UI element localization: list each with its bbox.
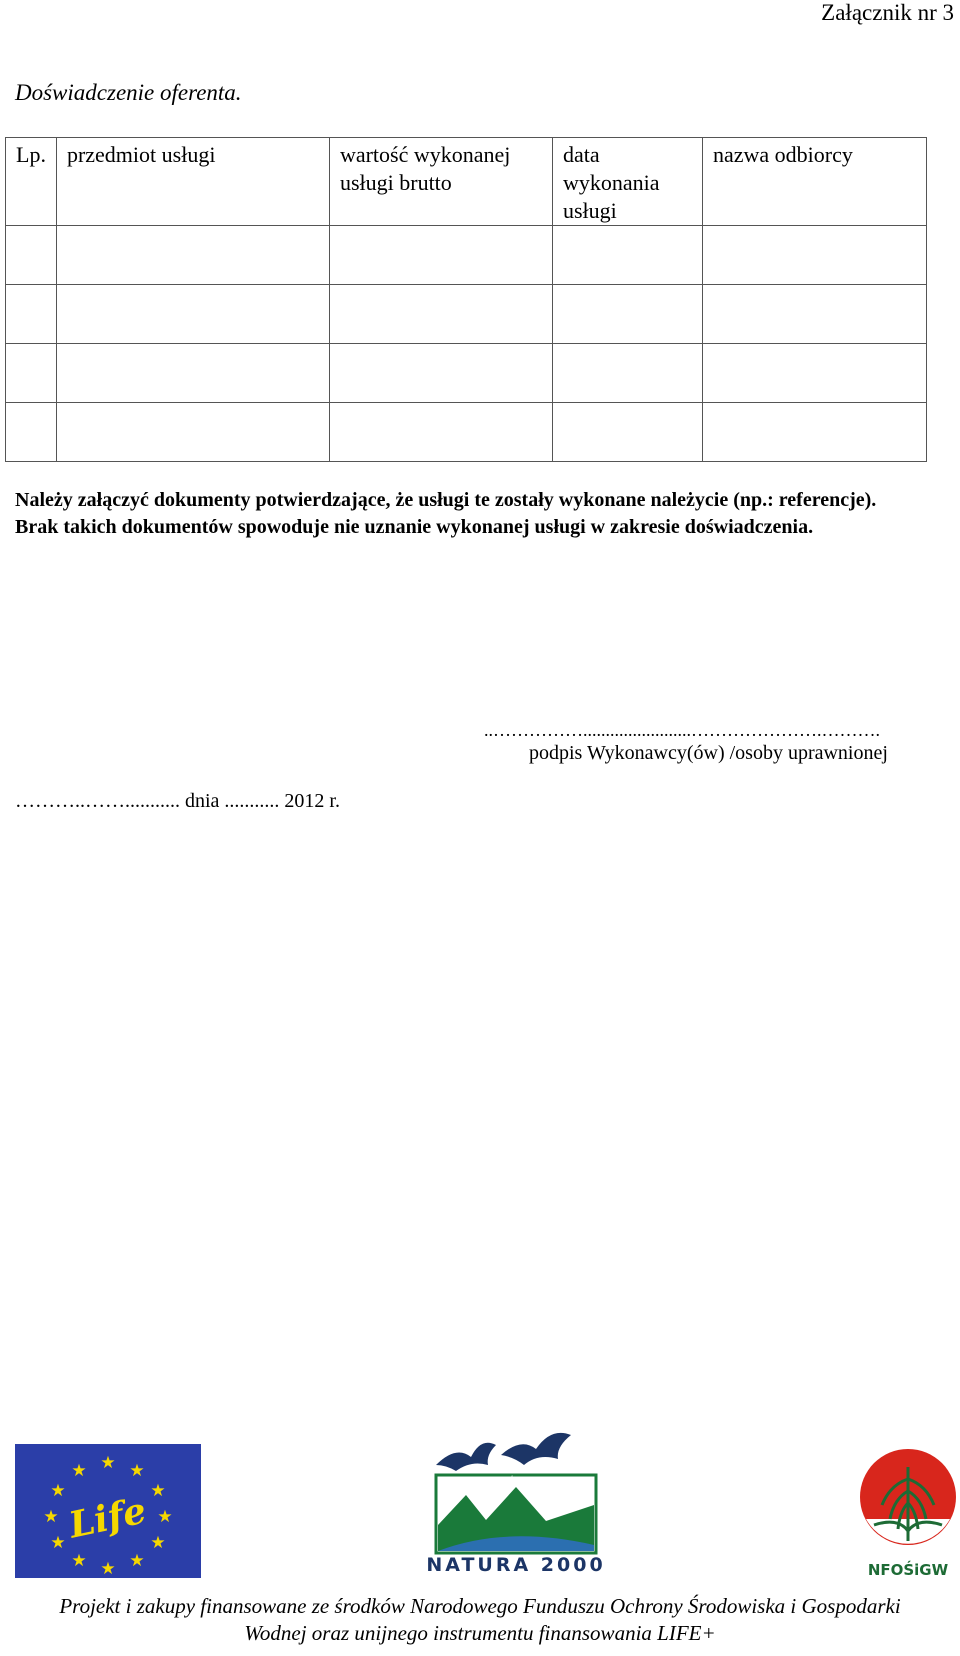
- table-row: [6, 285, 927, 344]
- table-cell: [329, 285, 552, 344]
- table-cell: [702, 403, 926, 462]
- svg-text:★: ★: [50, 1481, 66, 1501]
- header-value: wartość wykonanej usługi brutto: [329, 138, 552, 226]
- footer-line-1: Projekt i zakupy finansowane ze środków Narodowego Funduszu Ochrony Środowiska i Gospodarki: [59, 1594, 901, 1618]
- table-cell: [56, 226, 329, 285]
- svg-text:★: ★: [150, 1481, 166, 1501]
- svg-text:☆: ☆: [493, 1477, 503, 1490]
- table-cell: [552, 403, 702, 462]
- natura-logo-text: NATURA 2000: [426, 1554, 606, 1575]
- table-header-row: [6, 138, 927, 226]
- header-date: data wykonania usługi: [552, 138, 702, 226]
- note-line-2: Brak takich dokumentów spowoduje nie uznanie wykonanej usługi w zakresie doświadczenia.: [15, 516, 814, 538]
- natura-2000-logo: [426, 1425, 606, 1575]
- nfosigw-logo: [858, 1445, 958, 1580]
- svg-text:★: ★: [50, 1533, 66, 1553]
- svg-text:★: ★: [150, 1533, 166, 1553]
- table-cell: [6, 403, 57, 462]
- svg-text:★: ★: [129, 1461, 145, 1481]
- note-line-1: Należy załączyć dokumenty potwierdzające, że usługi te zostały wykonane należycie (np.: referencje).: [15, 489, 877, 511]
- svg-text:★: ★: [100, 1559, 116, 1578]
- svg-text:★: ★: [43, 1507, 59, 1527]
- table-cell: [6, 344, 57, 403]
- table-cell: [702, 285, 926, 344]
- attachment-note: [15, 487, 955, 541]
- signature-dotted-line: ..……………........................………………….……….: [484, 720, 880, 740]
- experience-table: [5, 137, 927, 462]
- svg-text:☆: ☆: [507, 1473, 517, 1486]
- svg-text:☆: ☆: [533, 1485, 543, 1498]
- date-line: ………..……........... dnia ........... 2012 r.: [15, 790, 340, 812]
- table-cell: [329, 403, 552, 462]
- table-row: [6, 403, 927, 462]
- header-recipient: nazwa odbiorcy: [702, 138, 926, 226]
- svg-text:★: ★: [129, 1551, 145, 1571]
- svg-text:★: ★: [157, 1507, 173, 1527]
- life-logo-text: Life: [65, 1489, 150, 1547]
- svg-text:★: ★: [71, 1461, 87, 1481]
- svg-text:☆: ☆: [521, 1477, 531, 1490]
- table-cell: [6, 226, 57, 285]
- header-subject: przedmiot usługi: [56, 138, 329, 226]
- table-cell: [702, 344, 926, 403]
- table-cell: [329, 344, 552, 403]
- attachment-label: Załącznik nr 3: [821, 0, 954, 25]
- table-cell: [552, 285, 702, 344]
- signature-label: podpis Wykonawcy(ów) /osoby uprawnionej: [529, 742, 888, 764]
- svg-text:☆: ☆: [481, 1485, 491, 1498]
- table-row: [6, 344, 927, 403]
- header-lp: Lp.: [6, 138, 57, 226]
- table-row: [6, 226, 927, 285]
- document-title: Doświadczenie oferenta.: [15, 80, 242, 105]
- table-cell: [329, 226, 552, 285]
- table-cell: [552, 226, 702, 285]
- svg-text:★: ★: [100, 1453, 116, 1473]
- table-cell: [702, 226, 926, 285]
- table-cell: [56, 344, 329, 403]
- table-cell: [56, 403, 329, 462]
- table-cell: [56, 285, 329, 344]
- footer-line-2: Wodnej oraz unijnego instrumentu finansowania LIFE+: [244, 1621, 716, 1645]
- eu-life-logo: [15, 1444, 201, 1578]
- nfosigw-logo-text: NFOŚiGW: [867, 1561, 949, 1579]
- svg-text:★: ★: [71, 1551, 87, 1571]
- table-cell: [6, 285, 57, 344]
- table-cell: [552, 344, 702, 403]
